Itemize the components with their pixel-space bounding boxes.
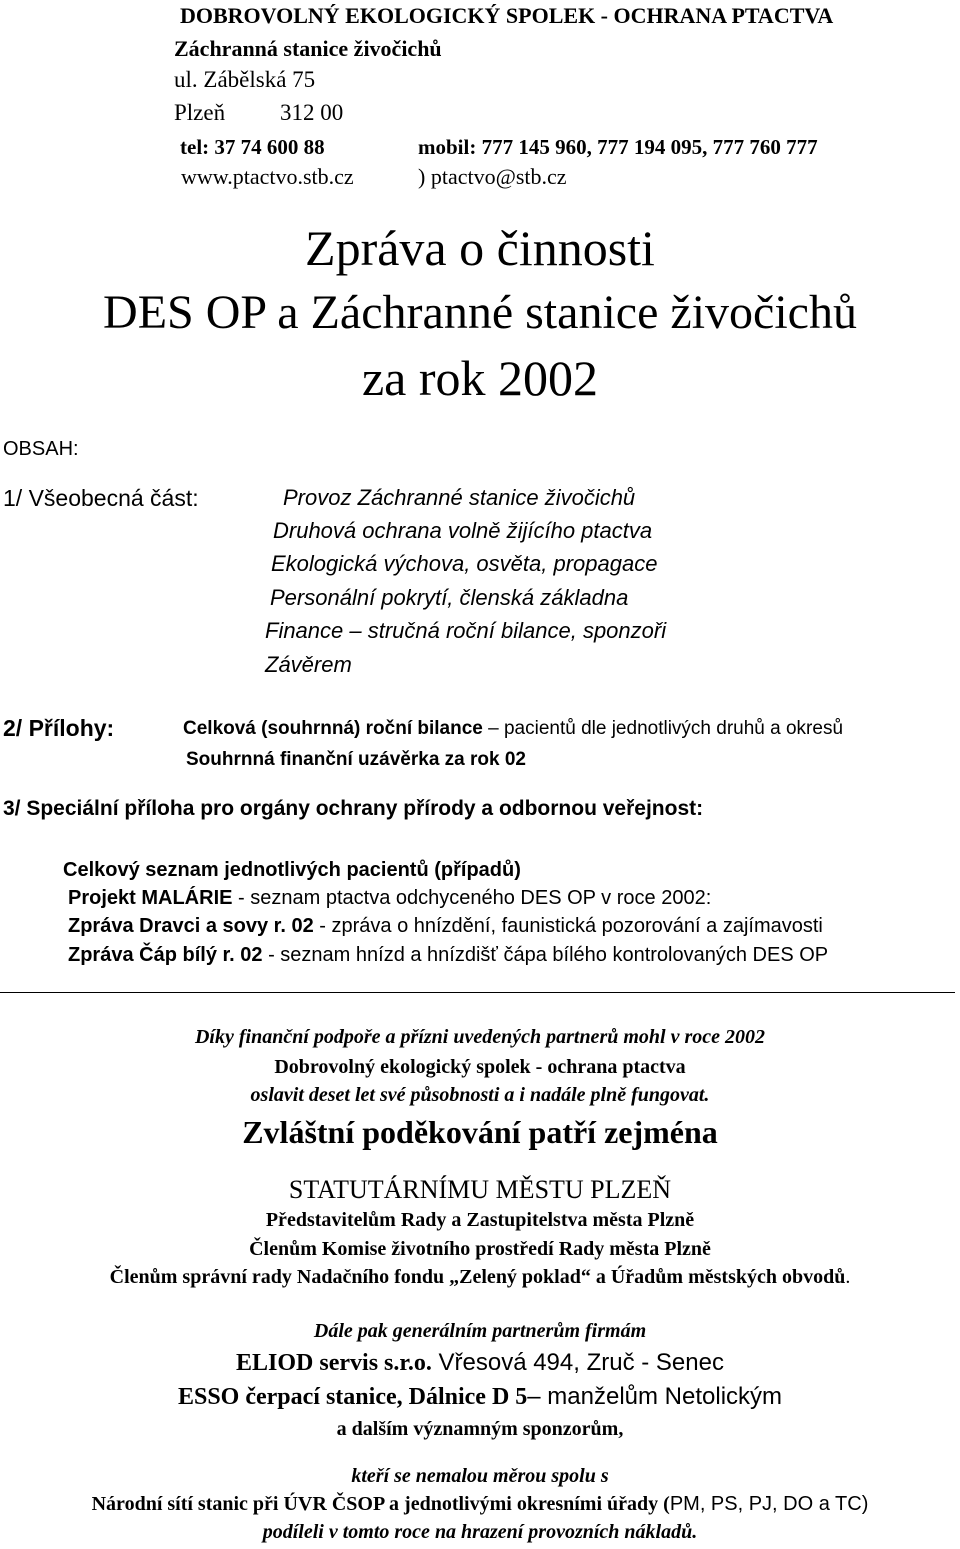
together-line: kteří se nemalou měrou spolu s: [351, 1465, 609, 1487]
partner-esso: ESSO čerpací stanice, Dálnice D 5– manželům Netolickým: [177, 1383, 783, 1410]
section-3-item-1: Celkový seznam jednotlivých pacientů (případů): [63, 859, 521, 881]
section-3-item-3: Zpráva Dravci a sovy r. 02 - zpráva o hnízdění, faunistická pozorování a zajímavosti: [68, 915, 823, 937]
telephone: tel: 37 74 600 88: [180, 135, 325, 159]
section-2-item-2: Souhrnná finanční uzávěrka za rok 02: [186, 749, 526, 770]
section-1-item: Personální pokrytí, členská základna: [270, 585, 629, 610]
section-3-item-4: Zpráva Čáp bílý r. 02 - seznam hnízd a hnízdišť čápa bílého kontrolovaných DES OP: [68, 944, 829, 966]
section-3-label: 3/ Speciální příloha pro orgány ochrany přírody a odbornou veřejnost:: [3, 797, 704, 820]
title-line-1: Zpráva o činnosti: [305, 220, 655, 276]
final-line: podíleli v tomto roce na hrazení provozních nákladů.: [262, 1521, 698, 1543]
section-1-item: Závěrem: [265, 652, 352, 677]
special-thanks-heading: Zvláštní poděkování patří zejména: [242, 1114, 718, 1150]
partner-eliod: ELIOD servis s.r.o. Vřesová 494, Zruč - Senec: [236, 1349, 724, 1376]
city-name: STATUTÁRNÍMU MĚSTU PLZEŇ: [288, 1175, 672, 1204]
thanks-intro: Díky finanční podpoře a přízni uvedených partnerů mohl v roce 2002: [194, 1026, 765, 1048]
partners-intro: Dále pak generálním partnerům firmám: [313, 1320, 647, 1342]
org-name: DOBROVOLNÝ EKOLOGICKÝ SPOLEK - OCHRANA PTACTVA: [180, 3, 834, 28]
section-1-item: Provoz Záchranné stanice živočichů: [283, 485, 636, 510]
mobile: mobil: 777 145 960, 777 194 095, 777 760 777: [418, 135, 818, 159]
city: Plzeň: [174, 100, 226, 125]
section-1-item: Druhová ochrana volně žijícího ptactva: [273, 518, 653, 543]
other-sponsors: a dalším významným sponzorům,: [336, 1418, 624, 1440]
website: www.ptactvo.stb.cz: [181, 164, 354, 189]
title-line-3: za rok 2002: [361, 350, 599, 406]
network-line: Národní sítí stanic při ÚVR ČSOP a jednotlivými okresními úřady (PM, PS, PJ, DO a TC): [91, 1493, 869, 1515]
email: ) ptactvo@stb.cz: [418, 164, 567, 189]
thanks-org: Dobrovolný ekologický spolek - ochrana ptactva: [274, 1056, 686, 1078]
council-thanks: Představitelům Rady a Zastupitelstva města Plzně: [265, 1209, 695, 1231]
section-2-label: 2/ Přílohy:: [3, 715, 115, 741]
street-address: ul. Zábělská 75: [174, 67, 316, 92]
title-line-2: DES OP a Záchranné stanice živočichů: [103, 286, 857, 339]
section-3-item-2: Projekt MALÁRIE - seznam ptactva odchyceného DES OP v roce 2002:: [68, 887, 712, 909]
committee-thanks: Členům Komise životního prostředí Rady města Plzně: [249, 1238, 711, 1260]
section-1-item: Finance – stručná roční bilance, sponzoři: [265, 618, 667, 643]
fund-thanks: Členům správní rady Nadačního fondu „Zelený poklad“ a Úřadům městských obvodů.: [109, 1266, 851, 1288]
section-2-item-1: Celková (souhrnná) roční bilance – pacientů dle jednotlivých druhů a okresů: [183, 718, 844, 739]
section-1-label: 1/ Všeobecná část:: [3, 485, 199, 511]
zip-code: 312 00: [280, 100, 344, 125]
thanks-outro: oslavit deset let své působnosti a i nadále plně fungovat.: [250, 1084, 710, 1106]
contents-label: OBSAH:: [3, 438, 79, 460]
divider: [0, 992, 955, 993]
station-name: Záchranná stanice živočichů: [174, 36, 442, 61]
section-1-item: Ekologická výchova, osvěta, propagace: [271, 551, 658, 576]
